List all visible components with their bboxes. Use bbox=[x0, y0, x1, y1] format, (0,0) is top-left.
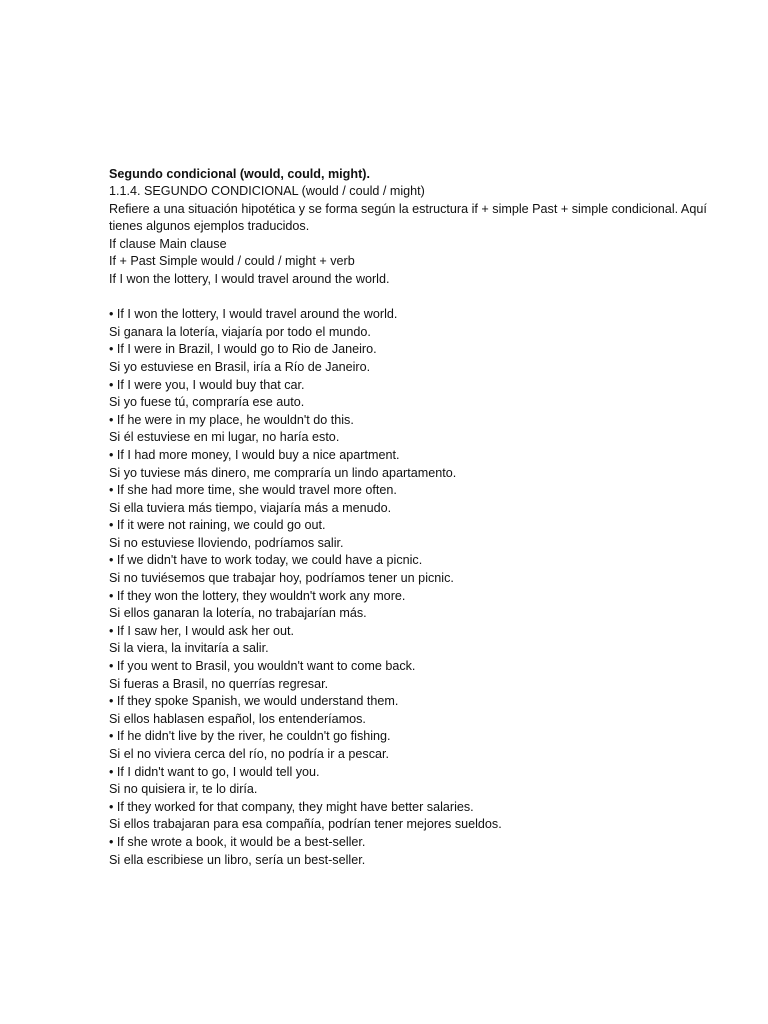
example-english-text: If you went to Brasil, you wouldn't want to come back. bbox=[116, 659, 416, 674]
example-english-text: If she had more time, she would travel more often. bbox=[116, 483, 397, 498]
bullet-icon: • bbox=[109, 588, 114, 603]
example-spanish: Si ellos trabajaran para esa compañía, podrían tener mejores sueldos. bbox=[109, 817, 502, 832]
example-english bbox=[109, 517, 729, 535]
bullet-icon: • bbox=[109, 342, 114, 357]
example-english bbox=[109, 623, 729, 641]
bullet-icon: • bbox=[109, 764, 114, 779]
document-title: Segundo condicional (would, could, might). bbox=[109, 167, 370, 181]
example-spanish: Si no estuviese lloviendo, podríamos salir. bbox=[109, 535, 344, 550]
example-english bbox=[109, 728, 729, 746]
example-english-text: If I saw her, I would ask her out. bbox=[116, 623, 295, 638]
example-spanish: Si ellos hablasen español, los entenderíamos. bbox=[109, 711, 366, 726]
example-spanish: Si no tuviésemos que trabajar hoy, podríamos tener un picnic. bbox=[109, 571, 454, 586]
example-spanish: Si yo fuese tú, compraría ese auto. bbox=[109, 395, 305, 410]
example-english-text: If he were in my place, he wouldn't do this. bbox=[116, 412, 354, 427]
example-english-text: If she wrote a book, it would be a best-seller. bbox=[116, 834, 366, 849]
bullet-icon: • bbox=[109, 659, 114, 674]
bullet-icon: • bbox=[109, 729, 114, 744]
example-english-text: If it were not raining, we could go out. bbox=[116, 518, 326, 533]
example-spanish: Si yo estuviese en Brasil, iría a Río de Janeiro. bbox=[109, 359, 371, 374]
example-spanish: Si ganara la lotería, viajaría por todo el mundo. bbox=[109, 324, 371, 339]
bullet-icon: • bbox=[109, 412, 114, 427]
example-english-text: If I had more money, I would buy a nice apartment. bbox=[116, 447, 400, 462]
example-spanish: Si ellos ganaran la lotería, no trabajarían más. bbox=[109, 606, 367, 621]
bullet-icon: • bbox=[109, 694, 114, 709]
example-english bbox=[109, 693, 729, 711]
example-english bbox=[109, 834, 729, 852]
example-spanish: Si ella tuviera más tiempo, viajaría más a menudo. bbox=[109, 500, 392, 515]
document-page bbox=[109, 165, 729, 869]
example-english bbox=[109, 377, 729, 395]
example-spanish: Si el no viviera cerca del río, no podría ir a pescar. bbox=[109, 747, 390, 761]
example-spanish: Si él estuviese en mi lugar, no haría esto. bbox=[109, 430, 340, 445]
example-english bbox=[109, 552, 729, 570]
example-spanish: Si fueras a Brasil, no querrías regresar. bbox=[109, 676, 329, 691]
example-spanish: Si no quisiera ir, te lo diría. bbox=[109, 782, 258, 797]
example-english bbox=[109, 341, 729, 359]
example-english-text: If they spoke Spanish, we would understand them. bbox=[116, 694, 399, 709]
bullet-icon: • bbox=[109, 483, 114, 498]
example-english-text: If I were you, I would buy that car. bbox=[116, 377, 305, 392]
example-english bbox=[109, 412, 729, 430]
example-english-text: If he didn't live by the river, he couldn't go fishing. bbox=[116, 729, 391, 744]
structure-line-3: If I won the lottery, I would travel around the world. bbox=[109, 271, 390, 286]
bullet-icon: • bbox=[109, 307, 114, 322]
bullet-icon: • bbox=[109, 553, 114, 568]
bullet-icon: • bbox=[109, 377, 114, 392]
bullet-icon: • bbox=[109, 623, 114, 638]
example-english bbox=[109, 658, 729, 676]
examples-list bbox=[109, 306, 729, 869]
bullet-icon: • bbox=[109, 834, 114, 849]
section-heading: 1.1.4. SEGUNDO CONDICIONAL (would / could / might) bbox=[109, 184, 425, 198]
example-english-text: If they worked for that company, they might have better salaries. bbox=[116, 799, 474, 814]
example-english-text: If they won the lottery, they wouldn't work any more. bbox=[116, 588, 406, 603]
example-spanish: Si yo tuviese más dinero, me compraría un lindo apartamento. bbox=[109, 465, 457, 480]
example-english bbox=[109, 306, 729, 324]
example-english-text: If I were in Brazil, I would go to Rio de Janeiro. bbox=[116, 342, 377, 357]
intro-paragraph: Refiere a una situación hipotética y se forma según la estructura if + simple Past + simple condicional. Aquí tienes algunos ejemplos traducidos. bbox=[109, 201, 707, 234]
example-english bbox=[109, 588, 729, 606]
example-spanish: Si ella escribiese un libro, sería un best-seller. bbox=[109, 852, 366, 867]
example-english bbox=[109, 482, 729, 500]
bullet-icon: • bbox=[109, 518, 114, 533]
bullet-icon: • bbox=[109, 799, 114, 814]
example-english bbox=[109, 764, 729, 782]
example-english bbox=[109, 799, 729, 817]
example-english bbox=[109, 447, 729, 465]
example-spanish: Si la viera, la invitaría a salir. bbox=[109, 641, 269, 656]
example-english-text: If I won the lottery, I would travel around the world. bbox=[116, 307, 398, 322]
example-english-text: If we didn't have to work today, we could have a picnic. bbox=[116, 553, 423, 568]
spacer bbox=[109, 289, 729, 307]
bullet-icon: • bbox=[109, 447, 114, 462]
example-english-text: If I didn't want to go, I would tell you. bbox=[116, 764, 320, 779]
structure-line-1: If clause Main clause bbox=[109, 236, 227, 251]
structure-line-2: If + Past Simple would / could / might + verb bbox=[109, 254, 355, 269]
